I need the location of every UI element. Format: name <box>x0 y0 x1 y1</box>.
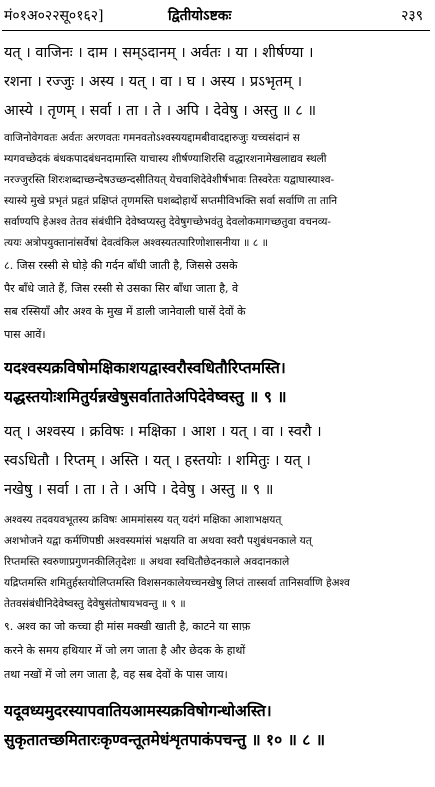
verse8-commentary-line: नरज्जुरस्ति शिरःशब्दाच्छन्देषउच्छन्दसीतियत् येचवाशिदेवेशीर्षभावः तिस्वरेतः यद्वाघास्याश्व- <box>4 174 335 186</box>
verse9-commentary-line: यद्रिप्तमस्ति शमितुर्हस्तयोलिप्तमस्ति विशसनकालेयच्चनखेषु लिप्तं तास्सर्वा तानिसर्वाणि हेअश्व <box>4 577 350 589</box>
verse8-pada-line: यत् । वाजिनः । दाम । सम्ऽदानम् । अर्वतः । या । शीर्षण्या । <box>4 45 314 61</box>
page-number: २३९ <box>401 8 423 24</box>
verse8-commentary-line: वाजिनोवेगवतः अर्वतः अरणवतः गमनवतोऽश्वस्ययद्दामबीवादद्दारुजुः यच्चसंदानं स <box>4 132 300 144</box>
verse10-mantra-line: सुकृतातच्छमितारःकृण्वन्तूतमेधंशृतपाकंपचन्तु ॥ १० ॥ ८ ॥ <box>4 730 325 749</box>
verse8-pada-line: रशना । रज्जुः । अस्य । यत् । वा । घ । अस्य । प्रऽभृतम् । <box>4 74 303 90</box>
verse8-commentary-line: म्यगवच्छेदकं बंधकपादबंधनदामास्ति याचास्य शीर्षण्याशिरसि वद्धारशनामेखलाद्यव स्थली <box>4 153 327 165</box>
verse8-commentary-line: सर्वाण्यपि हेअश्व तेतव संबंधीनि देवेष्वप्यस्तु देवेषुगच्छेभवंतु देवलोकमागच्छतुवा वचनव्य- <box>4 216 331 228</box>
verse9-translation-line: करने के समय हथियार में जो लग जाता है और छेदक के हाथों <box>4 644 246 657</box>
page-header <box>0 6 435 30</box>
ashtaka-title: द्वितीयोऽष्टकः <box>168 8 232 24</box>
verse9-pada-line: नखेषु । सर्वा । ता । ते । अपि । देवेषु । अस्तु ॥ ९ ॥ <box>4 482 274 498</box>
verse8-translation-line: सब रस्सियाँ और अश्व के मुख में डाली जानेवाली घासें देवों के <box>4 305 246 318</box>
verse8-translation-line: पास आवें। <box>4 328 46 341</box>
verse9-commentary-line: अशभोजने यद्वा कर्मणिपष्ठी अश्वस्यमांसं भक्षयति वा अथवा स्वरौ पशुबंधनकाले यत् <box>4 535 312 547</box>
verse8-translation-line: ८. जिस रस्सी से घोड़े की गर्दन बाँधी जाती है, जिससे उसके <box>4 259 238 272</box>
mandala-reference: मं०१अ०२२सू०१६२] <box>4 8 104 24</box>
verse9-commentary-line: रिप्तमस्ति स्वरुणाप्रगुणनकीलितृदेशः ॥ अथवा स्वधितौछेदनकाले अवदानकाले <box>4 556 290 568</box>
verse8-commentary-line: त्ययः अत्रोपयुक्तानांसर्वेषां देवत्वंकिल अश्वस्यतत्पारिणोशासनीया ॥ ८ ॥ <box>4 237 268 249</box>
verse8-commentary-line: स्यास्ये मुखे प्रभृतं प्रहृतं प्रक्षिप्तं तृणमस्ति घशब्दोहार्थे सप्तमीविभक्ति सर्वा सर्वाणि ता तानि <box>4 195 338 207</box>
verse8-pada-line: आस्ये । तृणम् । सर्वा । ता । ते । अपि । देवेषु । अस्तु ॥ ८ ॥ <box>4 103 317 119</box>
verse9-mantra-line: यद्धस्तयोःशमितुर्यन्नखेषुसर्वातातेअपिदेवेष्वस्तु ॥ ९ ॥ <box>4 387 287 406</box>
header-rule <box>2 30 430 31</box>
verse10-mantra-line: यदूवध्यमुदरस्यापवातियआमस्यक्रविषोगन्धोअस्ति। <box>4 701 272 720</box>
verse9-mantra-line: यदश्वस्यक्रविषोमक्षिकाशयद्वास्वरौस्वधितौरिप्तमस्ति। <box>4 358 286 377</box>
verse8-translation-line: पैर बाँधे जाते हैं, जिस रस्सी से उसका सिर बाँधा जाता है, वे <box>4 282 239 295</box>
verse9-translation-line: ९. अश्व का जो कच्चा ही मांस मक्खी खाती है, काटने या साफ़ <box>4 620 251 633</box>
verse9-pada-line: यत् । अश्वस्य । क्रविषः । मक्षिका । आश । यत् । वा । स्वरौ । <box>4 424 322 440</box>
verse9-commentary-line: तेतवसंबंधीनिदेवेष्वस्तु देवेषुसंतोषायभवन्तु ॥ ९ ॥ <box>4 598 186 610</box>
verse9-pada-line: स्वऽधितौ । रिप्तम् । अस्ति । यत् । हस्तयोः । शमितुः । यत् । <box>4 453 311 469</box>
verse9-translation-line: तथा नखों में जो लग जाता है, वह सब देवों के पास जाय। <box>4 668 228 681</box>
verse9-commentary-line: अश्वस्य तदवयवभूतस्य क्रविषः आममांसस्य यत् यदंगं मक्षिका आशाभक्षयत् <box>4 514 282 526</box>
